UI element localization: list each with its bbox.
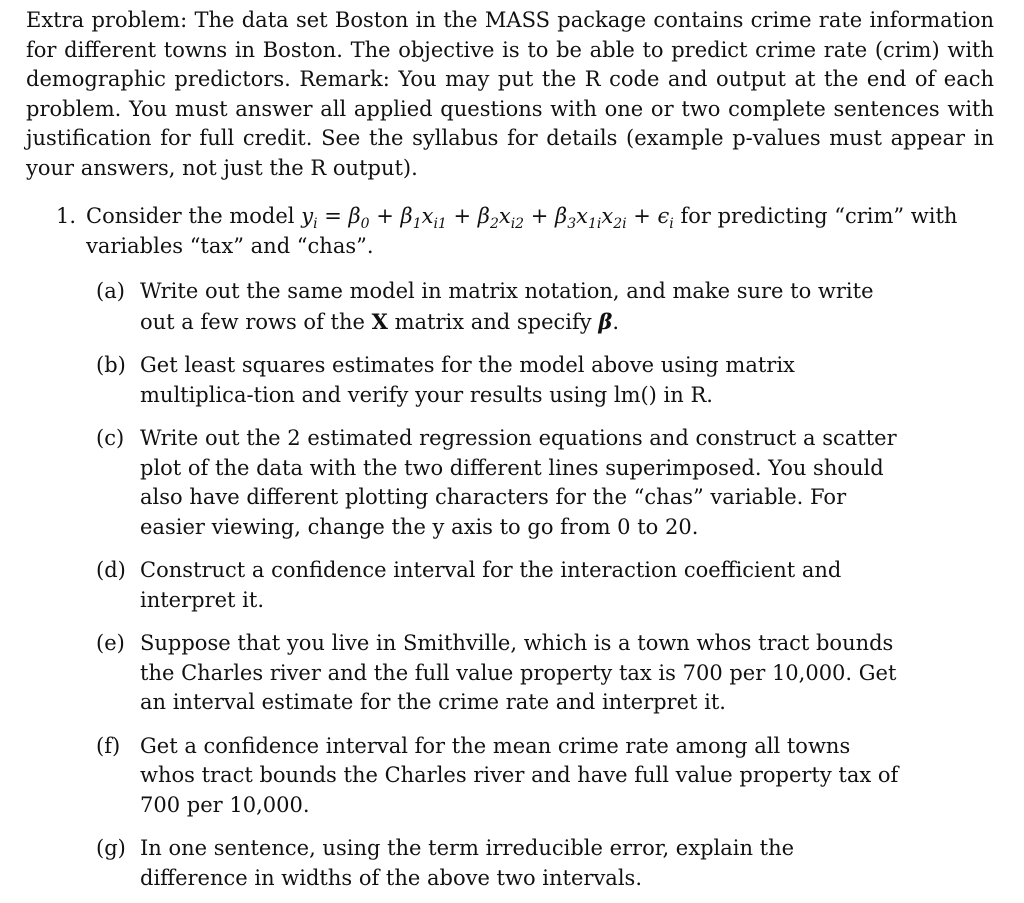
intro-paragraph: Extra problem: The data set Boston in the MASS package contains crime rate information for different towns in Boston. The objective is to be able to predict crime rate (crim) with demographic predictors. Remark: You may put the R code and output at the end of each problem. You must answer all applied questions with one or two complete sentences with justification for full credit. See the syllabus for details (example p-values must appear in your answers, not just the R output). <box>26 8 994 180</box>
part-f <box>84 732 994 821</box>
part-e-text: Suppose that you live in Smithville, which is a town whos tract bounds the Charles river and the full value property tax is 700 per 10,000. Get an interval estimate for the crime rate and interpret it. <box>140 631 897 714</box>
problem-1 <box>26 202 994 261</box>
part-a <box>84 277 994 337</box>
part-b-text: Get least squares estimates for the model above using matrix multiplica-tion and verify your results using lm() in R. <box>140 353 795 407</box>
part-d <box>84 556 994 615</box>
problem-statement <box>56 202 994 261</box>
part-label: (d) <box>96 558 126 582</box>
model-y: y <box>301 204 314 228</box>
part-label: (e) <box>96 631 125 655</box>
part-f-text: Get a confidence interval for the mean crime rate among all towns whos tract bounds the Charles river and have full value property tax of 700 per 10,000. <box>140 733 899 817</box>
part-c-text: Write out the 2 estimated regression equations and construct a scatter plot of the data with the two different lines superimposed. You should also have different plotting characters for the “chas” variable. For easier viewing, change the y axis to go from 0 to 20. <box>140 426 897 539</box>
part-a-text-before: Write out the same model in matrix notation, and make sure to write out a few rows of the <box>140 279 874 334</box>
part-label: (b) <box>96 353 126 377</box>
part-g-text: In one sentence, using the term irreducible error, explain the difference in widths of the above two intervals. <box>140 836 795 890</box>
part-label: (a) <box>96 279 125 303</box>
part-b <box>84 351 994 410</box>
part-label: (g) <box>96 836 126 860</box>
problem-number: 1. <box>56 204 77 228</box>
matrix-x: X <box>371 308 388 334</box>
part-label: (f) <box>96 733 121 758</box>
part-a-text-mid: matrix and specify <box>394 309 592 334</box>
beta-vector: β <box>598 308 613 334</box>
model-equation: $y_i = \beta_0 + \beta_1x_{i1} + \beta_2x_{i2} + \beta_3x_{1i}x_{2i} + \epsilon_i$ <box>301 204 674 233</box>
part-label: (c) <box>96 426 125 450</box>
part-d-text: Construct a confidence interval for the interaction coefficient and interpret it. <box>140 558 842 612</box>
part-e <box>84 629 994 718</box>
problem-text-after: for predicting “crim” with variables “tax” and “chas”. <box>86 204 958 258</box>
part-a-text-after: . <box>612 309 619 334</box>
problem-text-before: Consider the model <box>86 204 295 228</box>
part-c <box>84 424 994 542</box>
problem-parts <box>26 277 994 893</box>
part-g <box>84 834 994 893</box>
